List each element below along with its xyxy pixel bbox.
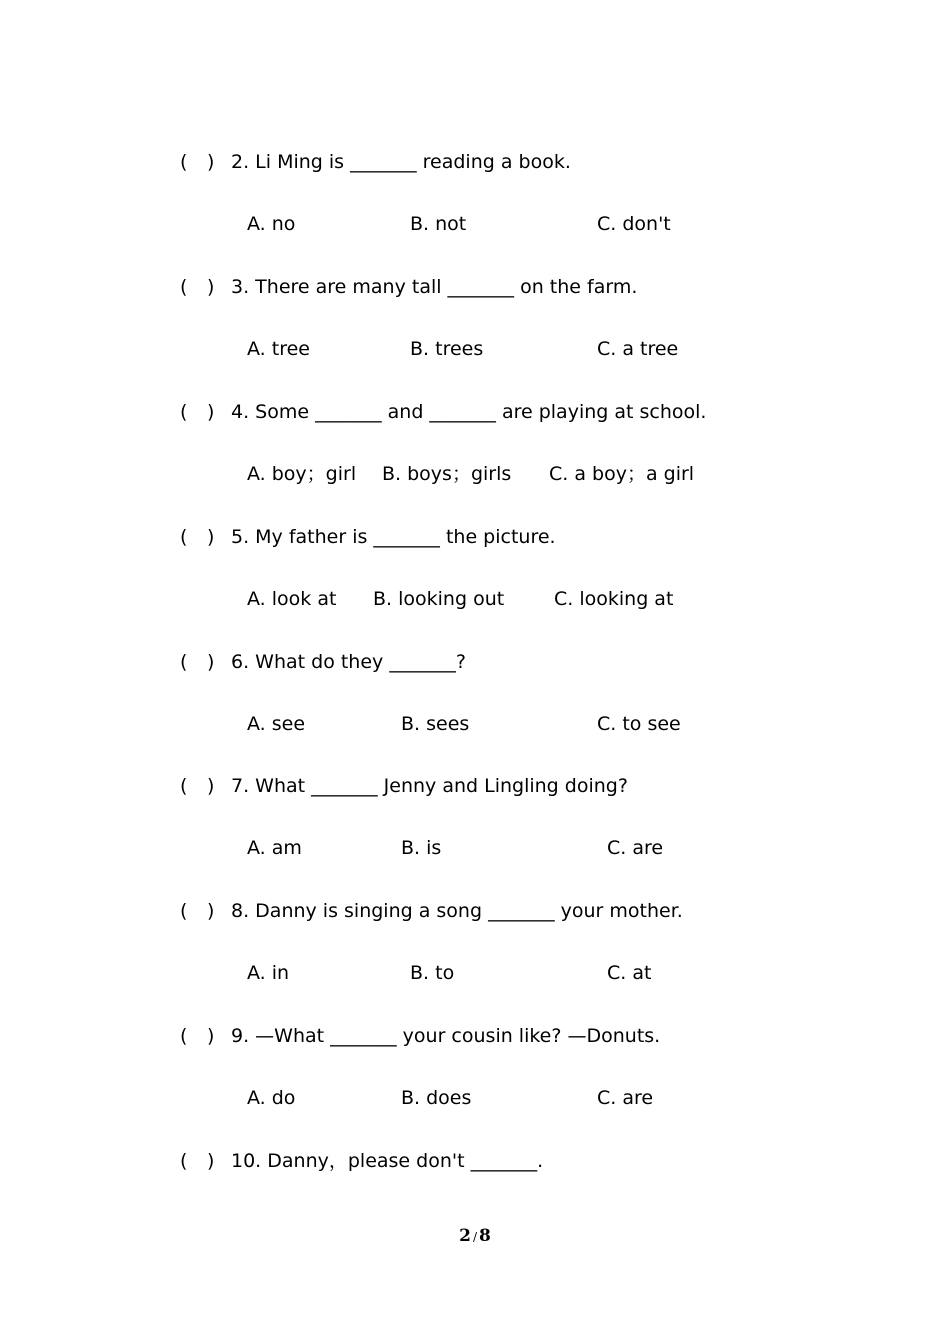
option-a: A. boy；girl <box>247 463 357 485</box>
option-a: A. tree <box>247 338 310 360</box>
option-a: A. do <box>247 1087 296 1109</box>
option-a: A. look at <box>247 588 337 610</box>
question-text: 9. —What _______ your cousin like? —Donuts. <box>231 1025 661 1047</box>
page-number <box>0 1226 950 1246</box>
options-6 <box>0 709 950 739</box>
answer-paren-open: ( <box>180 401 188 423</box>
question-text: 5. My father is _______ the picture. <box>231 526 556 548</box>
page-current: 2 <box>459 1226 471 1246</box>
answer-paren-close: ) <box>207 401 215 423</box>
page-total: 8 <box>479 1226 491 1246</box>
options-2 <box>0 209 950 239</box>
option-b: B. trees <box>410 338 484 360</box>
option-a: A. no <box>247 213 296 235</box>
options-7 <box>0 833 950 863</box>
option-a: A. in <box>247 962 290 984</box>
option-b: B. is <box>401 837 442 859</box>
option-b: B. looking out <box>373 588 505 610</box>
answer-paren-close: ) <box>207 900 215 922</box>
option-c: C. are <box>597 1087 654 1109</box>
question-text: 7. What _______ Jenny and Lingling doing? <box>231 775 628 797</box>
answer-paren-open: ( <box>180 1150 188 1172</box>
answer-paren-close: ) <box>207 151 215 173</box>
options-4 <box>0 459 950 489</box>
answer-paren-close: ) <box>207 775 215 797</box>
option-a: A. am <box>247 837 302 859</box>
options-5 <box>0 584 950 614</box>
answer-paren-close: ) <box>207 276 215 298</box>
option-b: B. boys；girls <box>382 463 512 485</box>
option-c: C. are <box>607 837 664 859</box>
answer-paren-open: ( <box>180 775 188 797</box>
option-c: C. a tree <box>597 338 679 360</box>
question-text: 6. What do they _______? <box>231 651 466 673</box>
question-text: 3. There are many tall _______ on the farm. <box>231 276 638 298</box>
answer-paren-close: ) <box>207 526 215 548</box>
question-text: 4. Some _______ and _______ are playing at school. <box>231 401 707 423</box>
answer-paren-close: ) <box>207 1025 215 1047</box>
answer-paren-close: ) <box>207 651 215 673</box>
option-b: B. to <box>410 962 455 984</box>
option-c: C. a boy；a girl <box>549 463 695 485</box>
page-separator: / <box>472 1230 478 1244</box>
options-8 <box>0 958 950 988</box>
option-c: C. looking at <box>554 588 674 610</box>
option-b: B. sees <box>401 713 470 735</box>
options-9 <box>0 1083 950 1113</box>
question-text: 2. Li Ming is _______ reading a book. <box>231 151 571 173</box>
option-a: A. see <box>247 713 306 735</box>
answer-paren-close: ) <box>207 1150 215 1172</box>
answer-paren-open: ( <box>180 651 188 673</box>
option-c: C. to see <box>597 713 681 735</box>
option-b: B. does <box>401 1087 472 1109</box>
option-b: B. not <box>410 213 467 235</box>
answer-paren-open: ( <box>180 1025 188 1047</box>
question-text: 8. Danny is singing a song _______ your mother. <box>231 900 683 922</box>
answer-paren-open: ( <box>180 151 188 173</box>
answer-paren-open: ( <box>180 276 188 298</box>
answer-paren-open: ( <box>180 900 188 922</box>
option-c: C. don't <box>597 213 671 235</box>
question-text: 10. Danny，please don't _______. <box>231 1150 544 1172</box>
options-3 <box>0 334 950 364</box>
answer-paren-open: ( <box>180 526 188 548</box>
option-c: C. at <box>607 962 652 984</box>
